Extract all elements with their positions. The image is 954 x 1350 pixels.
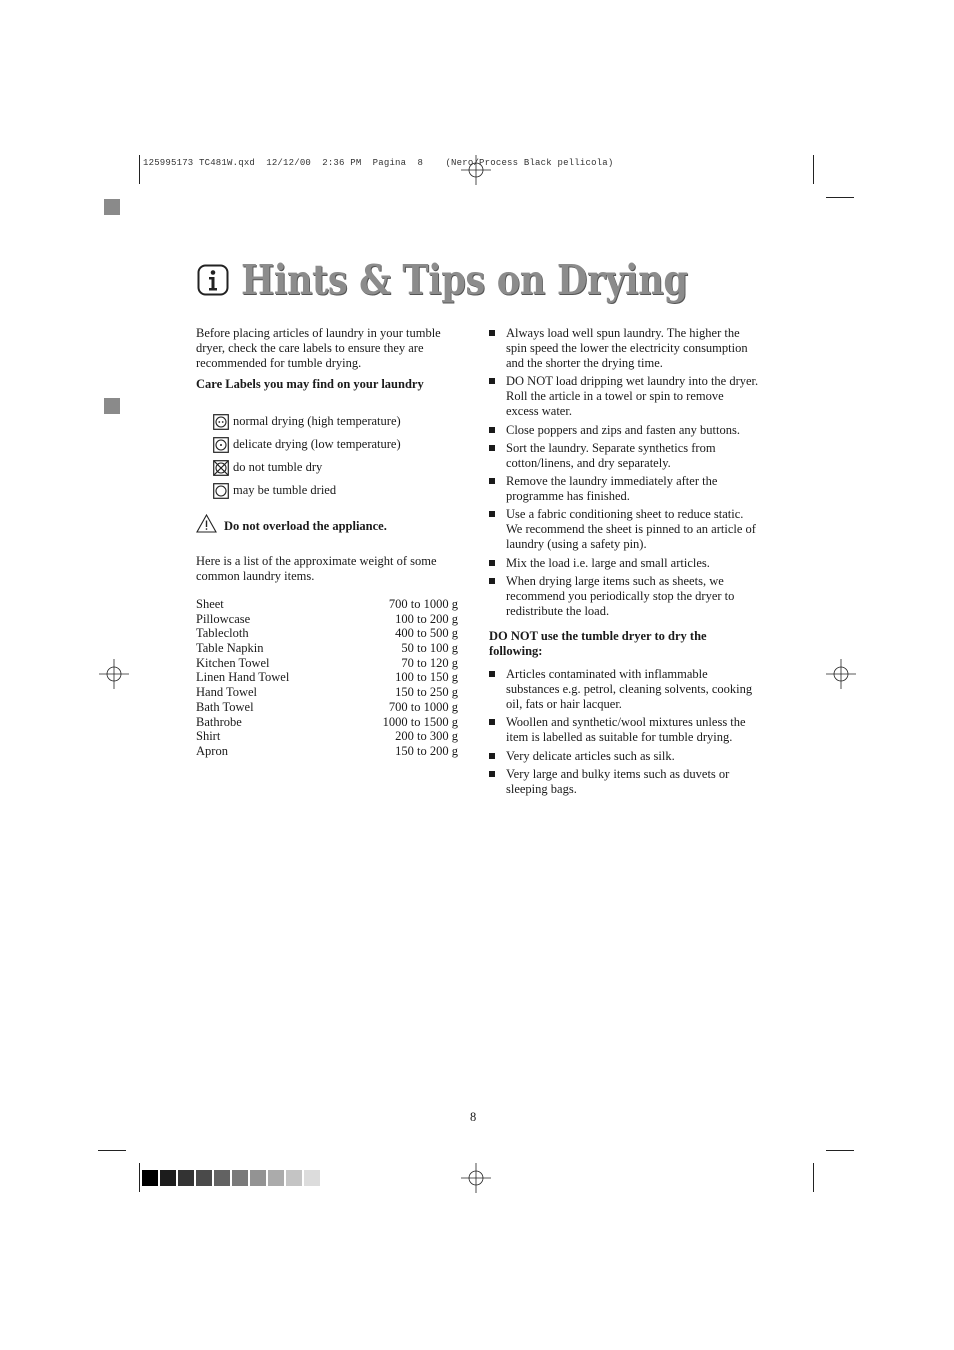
table-row [196,670,458,685]
list-item: Mix the load i.e. large and small articles. [489,556,759,571]
crop-mark [826,1150,854,1151]
intro-paragraph: Before placing articles of laundry in your tumble dryer, check the care labels to ensure they are recommended for tumble drying. [196,326,441,370]
item-weight: 50 to 100 g [401,641,458,656]
item-weight: 700 to 1000 g [388,699,458,714]
table-row [196,700,458,715]
info-icon [197,264,229,296]
care-labels-heading: Care Labels you may find on your laundry [196,377,424,391]
do-not-list [489,667,759,797]
table-row [196,656,458,671]
color-swatch [142,1170,158,1186]
color-bar [142,1170,322,1186]
registration-mark-icon [826,659,856,689]
color-swatch [286,1170,302,1186]
page-title: Hints & Tips on Drying [241,256,688,304]
list-item: Very delicate articles such as silk. [489,749,759,764]
list-item: Sort the laundry. Separate synthetics from cotton/linens, and dry separately. [489,441,759,471]
page-number: 8 [470,1110,477,1124]
table-row [196,597,458,612]
crop-mark [139,155,140,184]
care-label-text: may be tumble dried [233,483,337,497]
list-item [213,433,458,456]
table-row [196,715,458,730]
care-labels-list [196,410,458,502]
item-name: Pillowcase [196,611,251,626]
table-row [196,744,458,759]
list-item: DO NOT load dripping wet laundry into the dryer. Roll the article in a towel or spin to remove excess water. [489,374,759,419]
color-swatch [232,1170,248,1186]
item-weight: 400 to 500 g [395,626,458,641]
item-name: Sheet [196,597,224,611]
printer-slug: 125995173 TC481W.qxd 12/12/00 2:36 PM Pagina 8 (Nero/Process Black pellicola) [143,158,614,168]
do-not-tumble-dry-icon [213,460,229,476]
item-weight: 100 to 200 g [395,611,458,626]
normal-drying-icon [213,414,229,430]
list-item: Use a fabric conditioning sheet to reduce static. We recommend the sheet is pinned to an article of laundry (using a safety pin). [489,507,759,552]
item-name: Linen Hand Towel [196,670,290,685]
warning-text: Do not overload the appliance. [224,519,387,533]
color-swatch [160,1170,176,1186]
list-item [213,410,458,433]
table-row [196,729,458,744]
list-item: Very large and bulky items such as duvets or sleeping bags. [489,767,759,797]
care-label-text: do not tumble dry [233,460,323,474]
list-item: Close poppers and zips and fasten any buttons. [489,423,759,438]
right-column [489,326,759,800]
margin-marker [104,199,120,215]
color-swatch [214,1170,230,1186]
crop-mark [98,1150,126,1151]
list-item: Articles contaminated with inflammable substances e.g. petrol, cleaning solvents, cooking oil, fats or hair lacquer. [489,667,759,712]
item-name: Apron [196,743,228,758]
care-label-text: delicate drying (low temperature) [233,437,401,451]
may-be-tumble-dried-icon [213,483,229,499]
item-name: Table Napkin [196,641,264,656]
warning-triangle-icon [196,514,217,533]
item-weight: 1000 to 1500 g [382,714,458,729]
left-column [196,326,458,759]
registration-mark-icon [99,659,129,689]
overload-warning [196,514,458,534]
item-weight: 150 to 250 g [395,685,458,700]
tips-list [489,326,759,619]
color-swatch [196,1170,212,1186]
table-row [196,612,458,627]
item-weight: 200 to 300 g [395,729,458,744]
weights-table [196,597,458,759]
list-item: Remove the laundry immediately after the programme has finished. [489,474,759,504]
color-swatch [304,1170,320,1186]
crop-mark [139,1163,140,1192]
registration-mark-icon [461,155,491,185]
item-weight: 100 to 150 g [395,670,458,685]
list-item [213,456,458,479]
list-item: Always load well spun laundry. The higher the spin speed the lower the electricity consumption and the shorter the drying time. [489,326,759,371]
color-swatch [178,1170,194,1186]
item-weight: 150 to 200 g [395,743,458,758]
item-name: Kitchen Towel [196,655,270,670]
delicate-drying-icon [213,437,229,453]
crop-mark [813,155,814,184]
list-item [213,479,458,502]
do-not-heading: DO NOT use the tumble dryer to dry the following: [489,629,707,659]
weights-intro: Here is a list of the approximate weight of some common laundry items. [196,554,437,583]
care-label-text: normal drying (high temperature) [233,414,401,428]
item-weight: 700 to 1000 g [388,597,458,611]
crop-mark [813,1163,814,1192]
item-name: Bathrobe [196,714,242,729]
item-name: Tablecloth [196,626,249,641]
table-row [196,641,458,656]
list-item: Woollen and synthetic/wool mixtures unless the item is labelled as suitable for tumble drying. [489,715,759,745]
item-name: Hand Towel [196,685,258,700]
color-swatch [250,1170,266,1186]
table-row [196,626,458,641]
registration-mark-icon [461,1163,491,1193]
crop-mark [826,197,854,198]
page-header [197,256,760,304]
color-swatch [268,1170,284,1186]
margin-marker [104,398,120,414]
list-item: When drying large items such as sheets, we recommend you periodically stop the dryer to redistribute the load. [489,574,759,619]
item-weight: 70 to 120 g [401,655,458,670]
item-name: Shirt [196,729,221,744]
table-row [196,685,458,700]
item-name: Bath Towel [196,699,254,714]
